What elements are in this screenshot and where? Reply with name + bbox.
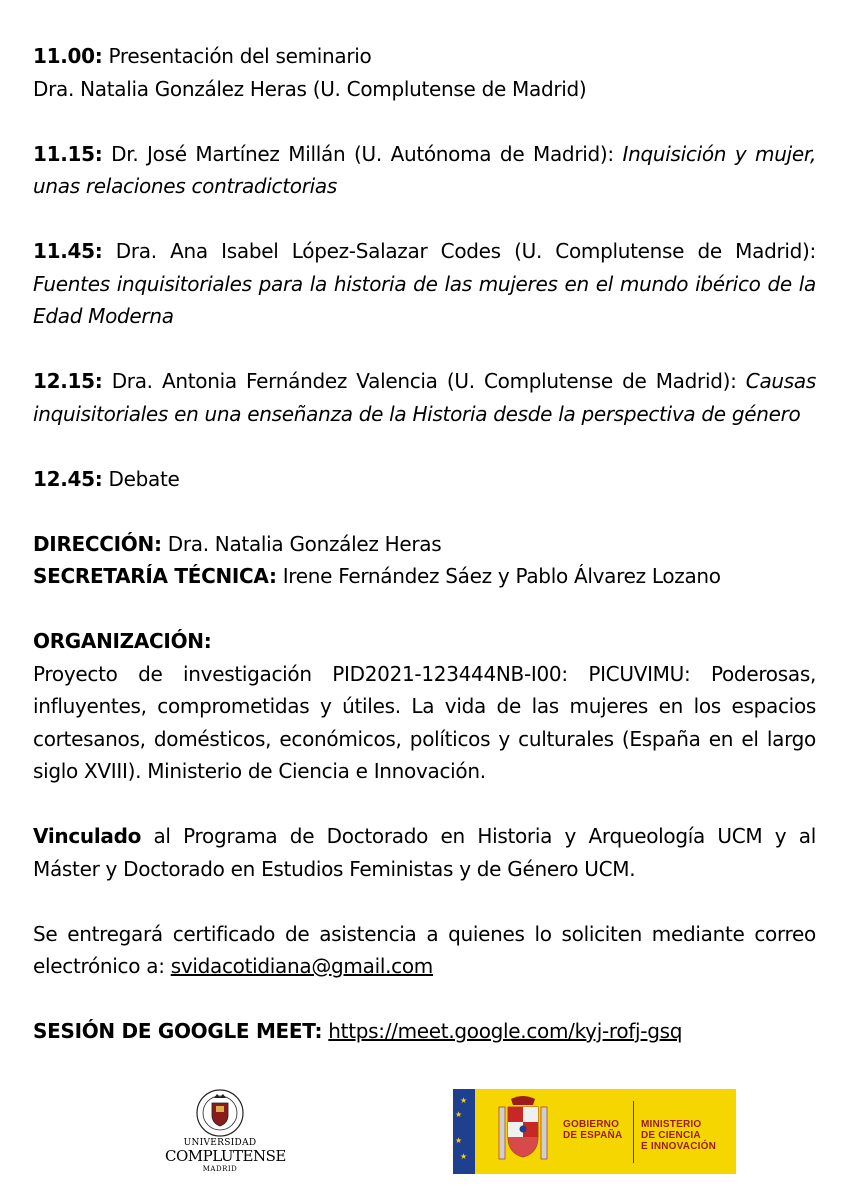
program-item-1245 <box>33 463 816 496</box>
min-line2: DE CIENCIA <box>641 1130 701 1141</box>
speaker-text: Dra. Ana Isabel López-Salazar Codes (U. Complutense de Madrid): <box>102 239 816 263</box>
program-item-1145 <box>33 235 816 333</box>
secretaria-value: Irene Fernández Sáez y Pablo Álvarez Lozano <box>276 564 721 588</box>
program-item-1115 <box>33 138 816 203</box>
certificado <box>33 918 816 983</box>
time-label: 12.45: <box>33 466 103 491</box>
organizacion-heading: ORGANIZACIÓN: <box>33 629 212 653</box>
talk-title: Inquisición y mujer, unas relaciones contradictorias <box>33 141 817 198</box>
vinculado-text: al Programa de Doctorado en Historia y Arqueología UCM y al Máster y Doctorado en Estudios Feministas y de Género UCM. <box>33 824 816 881</box>
secretaria-label: SECRETARÍA TÉCNICA: <box>33 564 277 588</box>
ucm-line1: UNIVERSIDAD <box>183 1138 257 1148</box>
vinculado-label: Vinculado <box>33 824 142 848</box>
gov-line1: GOBIERNO <box>563 1119 620 1130</box>
ucm-logo <box>165 1088 286 1188</box>
email-link[interactable]: svidacotidiana@gmail.com <box>170 954 433 978</box>
ucm-line3: MADRID <box>202 1165 238 1173</box>
vinculado <box>33 820 816 885</box>
time-label: 12.15: <box>33 369 103 393</box>
coat-of-arms-icon <box>493 1093 553 1171</box>
time-label: 11.15: <box>33 141 103 166</box>
ucm-line2: COMPLUTENSE <box>165 1147 286 1165</box>
organizacion-label <box>33 625 816 658</box>
talk-title: Fuentes inquisitoriales para la historia de las mujeres en el mundo ibérico de la Edad Moderna <box>33 271 816 328</box>
item-text: Presentación del seminario <box>102 44 372 68</box>
secretaria <box>33 560 816 593</box>
min-line1: MINISTERIO <box>641 1119 702 1130</box>
gobierno-text <box>563 1119 622 1141</box>
ucm-seal-icon <box>190 1088 250 1138</box>
meet-label: SESIÓN DE GOOGLE MEET: <box>33 1019 323 1043</box>
talk-title: Causas inquisitoriales en una enseñanza de la Historia desde la perspectiva de género <box>33 369 816 426</box>
min-line3: E INNOVACIÓN <box>641 1141 716 1152</box>
meet-link[interactable]: https://meet.google.com/kyj-rofj-gsq <box>328 1019 683 1043</box>
ministerio-text <box>641 1119 716 1152</box>
gobierno-logo <box>453 1089 736 1174</box>
program-item-1100 <box>33 40 816 73</box>
document-body <box>33 40 816 1048</box>
meet <box>33 1015 816 1048</box>
time-label: 11.00: <box>33 44 103 68</box>
direccion-label: DIRECCIÓN: <box>33 531 162 556</box>
speaker-text: Dr. José Martínez Millán (U. Autónoma de Madrid): <box>102 141 623 166</box>
direccion <box>33 528 816 561</box>
organizacion-text: Proyecto de investigación PID2021-123444NB-I00: PICUVIMU: Poderosas, influyentes, comprometidas y útiles. La vida de las mujeres en los espacios cortesanos, domésticos, económicos, políticos y culturales (España en el largo siglo XVIII). Ministerio de Ciencia e Innovación. <box>33 661 816 783</box>
speaker-text: Dra. Antonia Fernández Valencia (U. Complutense de Madrid): <box>102 369 746 393</box>
certificado-text: Se entregará certificado de asistencia a quienes lo soliciten mediante correo electrónico a: <box>33 921 816 978</box>
eu-flag-icon: ★ ★ ★ ★ <box>453 1089 475 1174</box>
time-label: 11.45: <box>33 239 103 263</box>
divider <box>633 1101 634 1163</box>
direccion-value: Dra. Natalia González Heras <box>161 531 442 556</box>
program-item-1215 <box>33 365 816 430</box>
program-speaker-1100: Dra. Natalia González Heras (U. Complutense de Madrid) <box>33 76 587 101</box>
gov-line2: DE ESPAÑA <box>563 1130 623 1141</box>
item-text: Debate <box>102 466 180 491</box>
